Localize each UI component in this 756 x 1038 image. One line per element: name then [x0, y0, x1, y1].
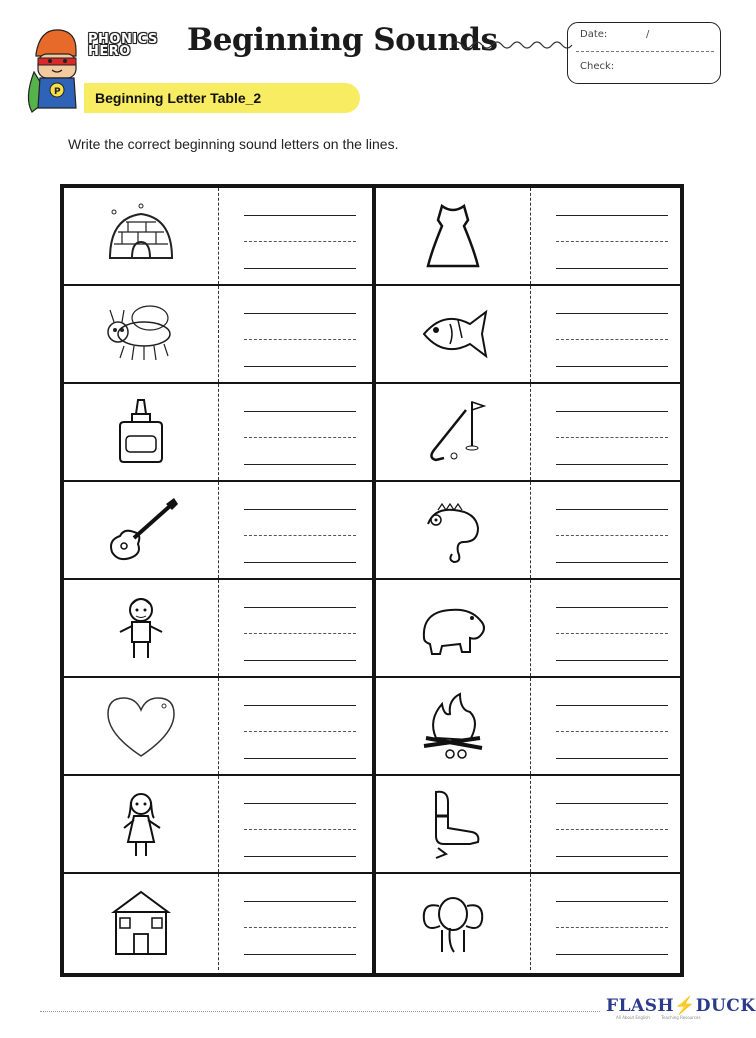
solid-writing-line — [244, 901, 356, 902]
page-title: Beginning Sounds — [187, 22, 498, 58]
solid-writing-line — [244, 366, 356, 367]
writing-lines[interactable] — [224, 580, 370, 676]
solid-writing-line — [556, 411, 668, 412]
left-cell — [64, 286, 370, 382]
check-label: Check: — [580, 61, 615, 72]
solid-writing-line — [244, 803, 356, 804]
squiggle-decoration-icon — [452, 39, 572, 51]
dashed-guide-line — [556, 339, 668, 340]
solid-writing-line — [244, 856, 356, 857]
left-cell — [64, 188, 370, 284]
column-dashed-divider — [218, 286, 219, 382]
left-cell — [64, 678, 370, 774]
dashed-guide-line — [556, 437, 668, 438]
writing-lines[interactable] — [536, 874, 682, 970]
writing-lines[interactable] — [536, 580, 682, 676]
worksheet-table — [60, 184, 684, 977]
right-cell — [376, 874, 682, 970]
date-separator — [576, 51, 714, 52]
date-label: Date: — [580, 29, 608, 40]
tagline-left: All About English — [616, 1015, 650, 1020]
solid-writing-line — [244, 313, 356, 314]
right-cell — [376, 286, 682, 382]
writing-lines[interactable] — [536, 482, 682, 578]
column-dashed-divider — [218, 580, 219, 676]
solid-writing-line — [244, 705, 356, 706]
arm-icon — [376, 776, 530, 872]
dashed-guide-line — [556, 731, 668, 732]
writing-lines[interactable] — [224, 384, 370, 480]
footer-tagline — [616, 1015, 701, 1020]
solid-writing-line — [244, 954, 356, 955]
column-dashed-divider — [218, 482, 219, 578]
solid-writing-line — [244, 562, 356, 563]
writing-lines[interactable] — [224, 874, 370, 970]
solid-writing-line — [556, 215, 668, 216]
hippo-icon — [376, 580, 530, 676]
right-cell — [376, 384, 682, 480]
girl-icon — [64, 776, 218, 872]
right-cell — [376, 678, 682, 774]
solid-writing-line — [556, 856, 668, 857]
right-cell — [376, 188, 682, 284]
solid-writing-line — [244, 509, 356, 510]
column-dashed-divider — [218, 776, 219, 872]
column-dashed-divider — [218, 188, 219, 284]
date-slash: / — [646, 29, 650, 40]
writing-lines[interactable] — [536, 678, 682, 774]
column-dashed-divider — [218, 384, 219, 480]
solid-writing-line — [244, 268, 356, 269]
left-cell — [64, 580, 370, 676]
solid-writing-line — [556, 803, 668, 804]
left-cell — [64, 384, 370, 480]
column-dashed-divider — [218, 874, 219, 970]
column-dashed-divider — [530, 678, 531, 774]
column-dashed-divider — [530, 286, 531, 382]
solid-writing-line — [244, 411, 356, 412]
solid-writing-line — [244, 607, 356, 608]
dashed-guide-line — [244, 339, 356, 340]
mascot-logo-icon — [26, 20, 86, 116]
house-icon — [64, 874, 218, 970]
dashed-guide-line — [244, 829, 356, 830]
flashduck-logo — [606, 996, 756, 1016]
solid-writing-line — [244, 660, 356, 661]
elephant-icon — [376, 874, 530, 970]
column-dashed-divider — [530, 482, 531, 578]
writing-lines[interactable] — [224, 286, 370, 382]
boy-icon — [64, 580, 218, 676]
solid-writing-line — [556, 660, 668, 661]
dashed-guide-line — [244, 241, 356, 242]
writing-lines[interactable] — [224, 776, 370, 872]
date-check-box — [567, 22, 721, 84]
writing-lines[interactable] — [224, 678, 370, 774]
left-cell — [64, 874, 370, 970]
logo-text-duck: DUCK — [695, 996, 756, 1016]
dashed-guide-line — [556, 535, 668, 536]
column-dashed-divider — [530, 384, 531, 480]
solid-writing-line — [556, 509, 668, 510]
lightning-bolt-icon: ⚡ — [674, 996, 696, 1016]
golf-icon — [376, 384, 530, 480]
left-cell — [64, 776, 370, 872]
chameleon-icon — [376, 482, 530, 578]
writing-lines[interactable] — [224, 482, 370, 578]
igloo-icon — [64, 188, 218, 284]
solid-writing-line — [556, 313, 668, 314]
column-dashed-divider — [530, 776, 531, 872]
dashed-guide-line — [556, 829, 668, 830]
solid-writing-line — [556, 366, 668, 367]
solid-writing-line — [556, 607, 668, 608]
svg-text:P: P — [54, 87, 61, 97]
brand-line-1: PHONICS — [88, 32, 158, 47]
column-dashed-divider — [530, 874, 531, 970]
solid-writing-line — [556, 464, 668, 465]
solid-writing-line — [556, 268, 668, 269]
right-cell — [376, 580, 682, 676]
solid-writing-line — [556, 705, 668, 706]
heart-icon — [64, 678, 218, 774]
fire-icon — [376, 678, 530, 774]
dashed-guide-line — [244, 927, 356, 928]
column-dashed-divider — [530, 580, 531, 676]
guitar-icon — [64, 482, 218, 578]
solid-writing-line — [244, 215, 356, 216]
writing-lines[interactable] — [536, 188, 682, 284]
writing-lines[interactable] — [536, 776, 682, 872]
solid-writing-line — [244, 758, 356, 759]
dashed-guide-line — [556, 633, 668, 634]
logo-text-flash: FLASH — [606, 996, 675, 1016]
fish-icon — [376, 286, 530, 382]
instruction-text: Write the correct beginning sound letters on the lines. — [68, 136, 399, 152]
column-dashed-divider — [218, 678, 219, 774]
worksheet-subtitle: Beginning Letter Table_2 — [95, 90, 262, 106]
column-dashed-divider — [530, 188, 531, 284]
writing-lines[interactable] — [224, 188, 370, 284]
brand-line-2: HERO — [88, 44, 131, 59]
dashed-guide-line — [244, 437, 356, 438]
dashed-guide-line — [556, 241, 668, 242]
solid-writing-line — [244, 464, 356, 465]
dashed-guide-line — [556, 927, 668, 928]
writing-lines[interactable] — [536, 384, 682, 480]
phonics-hero-brand — [88, 34, 158, 58]
dress-icon — [376, 188, 530, 284]
solid-writing-line — [556, 901, 668, 902]
right-cell — [376, 776, 682, 872]
footer-dotted-line — [40, 1011, 600, 1012]
glue-icon — [64, 384, 218, 480]
solid-writing-line — [556, 954, 668, 955]
dashed-guide-line — [244, 731, 356, 732]
right-cell — [376, 482, 682, 578]
writing-lines[interactable] — [536, 286, 682, 382]
solid-writing-line — [556, 758, 668, 759]
dashed-guide-line — [244, 535, 356, 536]
dashed-guide-line — [244, 633, 356, 634]
solid-writing-line — [556, 562, 668, 563]
insect-icon — [64, 286, 218, 382]
left-cell — [64, 482, 370, 578]
tagline-right: Teaching Resources — [661, 1015, 701, 1020]
